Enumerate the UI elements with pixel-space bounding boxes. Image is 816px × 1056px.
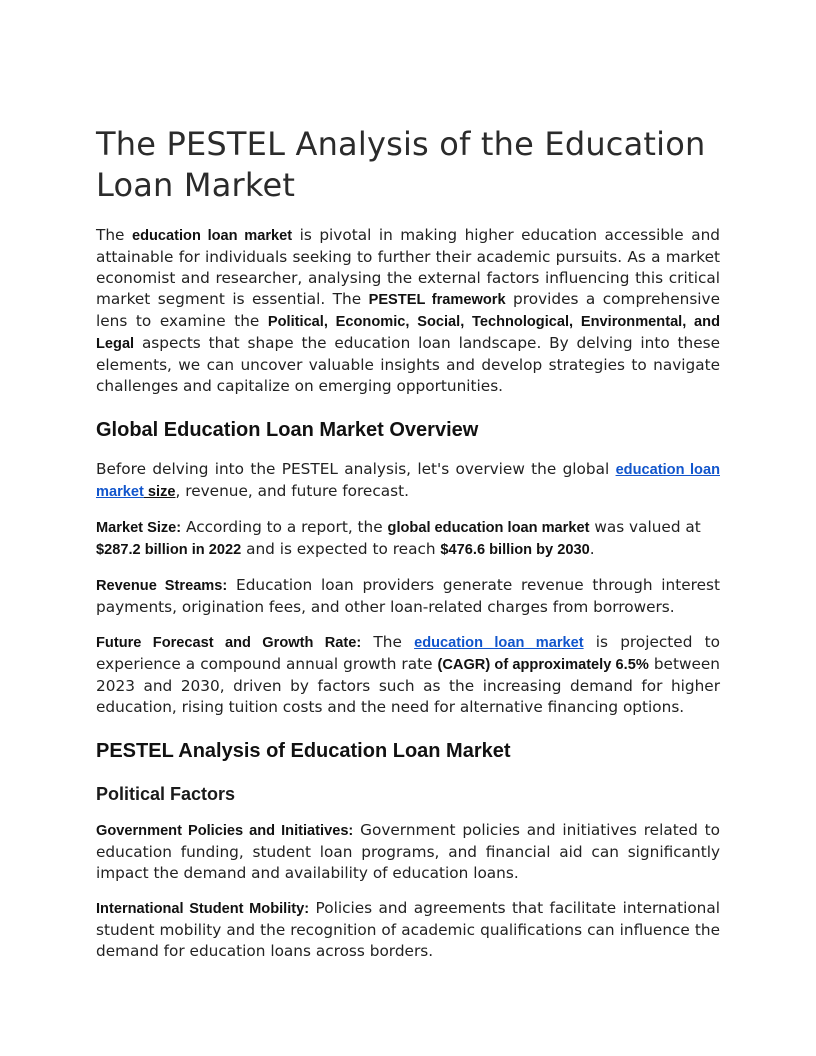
market-size-text-3: and is expected to reach bbox=[241, 540, 441, 558]
pestel-heading: PESTEL Analysis of Education Loan Market bbox=[96, 740, 511, 762]
size-underlined: size bbox=[143, 484, 176, 500]
forecast-text-1: The bbox=[361, 633, 415, 651]
document-page bbox=[96, 124, 720, 976]
overview-text-2: , revenue, and future forecast. bbox=[175, 482, 409, 500]
intro-paragraph bbox=[96, 225, 720, 397]
government-policies-text: Government policies and initiatives related to education funding, student loan programs, and financial aid can significantly impact the demand and availability of education loans. bbox=[96, 821, 720, 882]
market-size-bold-1: global education loan market bbox=[387, 520, 590, 536]
forecast-bold-cagr: (CAGR) of approximately 6.5% bbox=[437, 657, 649, 673]
student-mobility-text: Policies and agreements that facilitate international student mobility and the recognition of academic qualifications can influence the demand for education loans across borders. bbox=[96, 899, 720, 960]
overview-text-1: Before delving into the PESTEL analysis, let's overview the global bbox=[96, 460, 616, 478]
student-mobility-label: International Student Mobility: bbox=[96, 901, 310, 917]
political-heading: Political Factors bbox=[96, 784, 236, 804]
market-size-paragraph bbox=[96, 517, 720, 561]
market-link[interactable]: market bbox=[96, 484, 144, 500]
overview-heading: Global Education Loan Market Overview bbox=[96, 419, 479, 441]
intro-text-2: is pivotal in making higher education accessible and attainable for individuals seeking to further their academic pursuits. As a market economist and researcher, analysing the external factors influencing this critical market segment is essential. The bbox=[96, 226, 720, 308]
education-loan-link[interactable]: education loan bbox=[615, 462, 720, 478]
overview-paragraph bbox=[96, 459, 720, 503]
forecast-text-2: is projected to experience a compound annual growth rate bbox=[96, 633, 720, 673]
forecast-paragraph bbox=[96, 632, 720, 718]
revenue-paragraph bbox=[96, 575, 720, 618]
market-size-label: Market Size: bbox=[96, 520, 182, 536]
revenue-text: Education loan providers generate revenue through interest payments, origination fees, and other loan-related charges from borrowers. bbox=[96, 576, 720, 616]
market-size-bold-2: $287.2 billion in 2022 bbox=[96, 542, 242, 558]
market-size-text-4: . bbox=[589, 540, 595, 558]
market-size-bold-3: $476.6 billion by 2030 bbox=[440, 542, 590, 558]
student-mobility-paragraph bbox=[96, 898, 720, 962]
forecast-label: Future Forecast and Growth Rate: bbox=[96, 635, 362, 651]
forecast-text-3: between 2023 and 2030, driven by factors such as the increasing demand for higher education, rising tuition costs and the need for alternative financing options. bbox=[96, 655, 720, 716]
document-title: The PESTEL Analysis of the Education Loan Market bbox=[96, 125, 706, 204]
intro-text-4: aspects that shape the education loan landscape. By delving into these elements, we can uncover valuable insights and develop strategies to navigate challenges and capitalize on emerging opportunities. bbox=[96, 334, 720, 395]
government-policies-paragraph bbox=[96, 820, 720, 884]
intro-bold-education-loan-market: education loan market bbox=[131, 228, 293, 244]
intro-bold-pestel-factors: Political, Economic, Social, Technological, Environmental, and Legal bbox=[96, 314, 720, 352]
market-size-text-1: According to a report, the bbox=[181, 518, 388, 536]
intro-bold-pestel-framework: PESTEL framework bbox=[368, 292, 506, 308]
intro-text-1: The bbox=[96, 226, 132, 244]
education-loan-market-link[interactable]: education loan market bbox=[414, 635, 584, 651]
revenue-label: Revenue Streams: bbox=[96, 578, 228, 594]
government-policies-label: Government Policies and Initiatives: bbox=[96, 823, 354, 839]
intro-text-3: provides a comprehensive lens to examine the bbox=[96, 290, 721, 330]
market-size-text-2: was valued at bbox=[589, 518, 701, 536]
